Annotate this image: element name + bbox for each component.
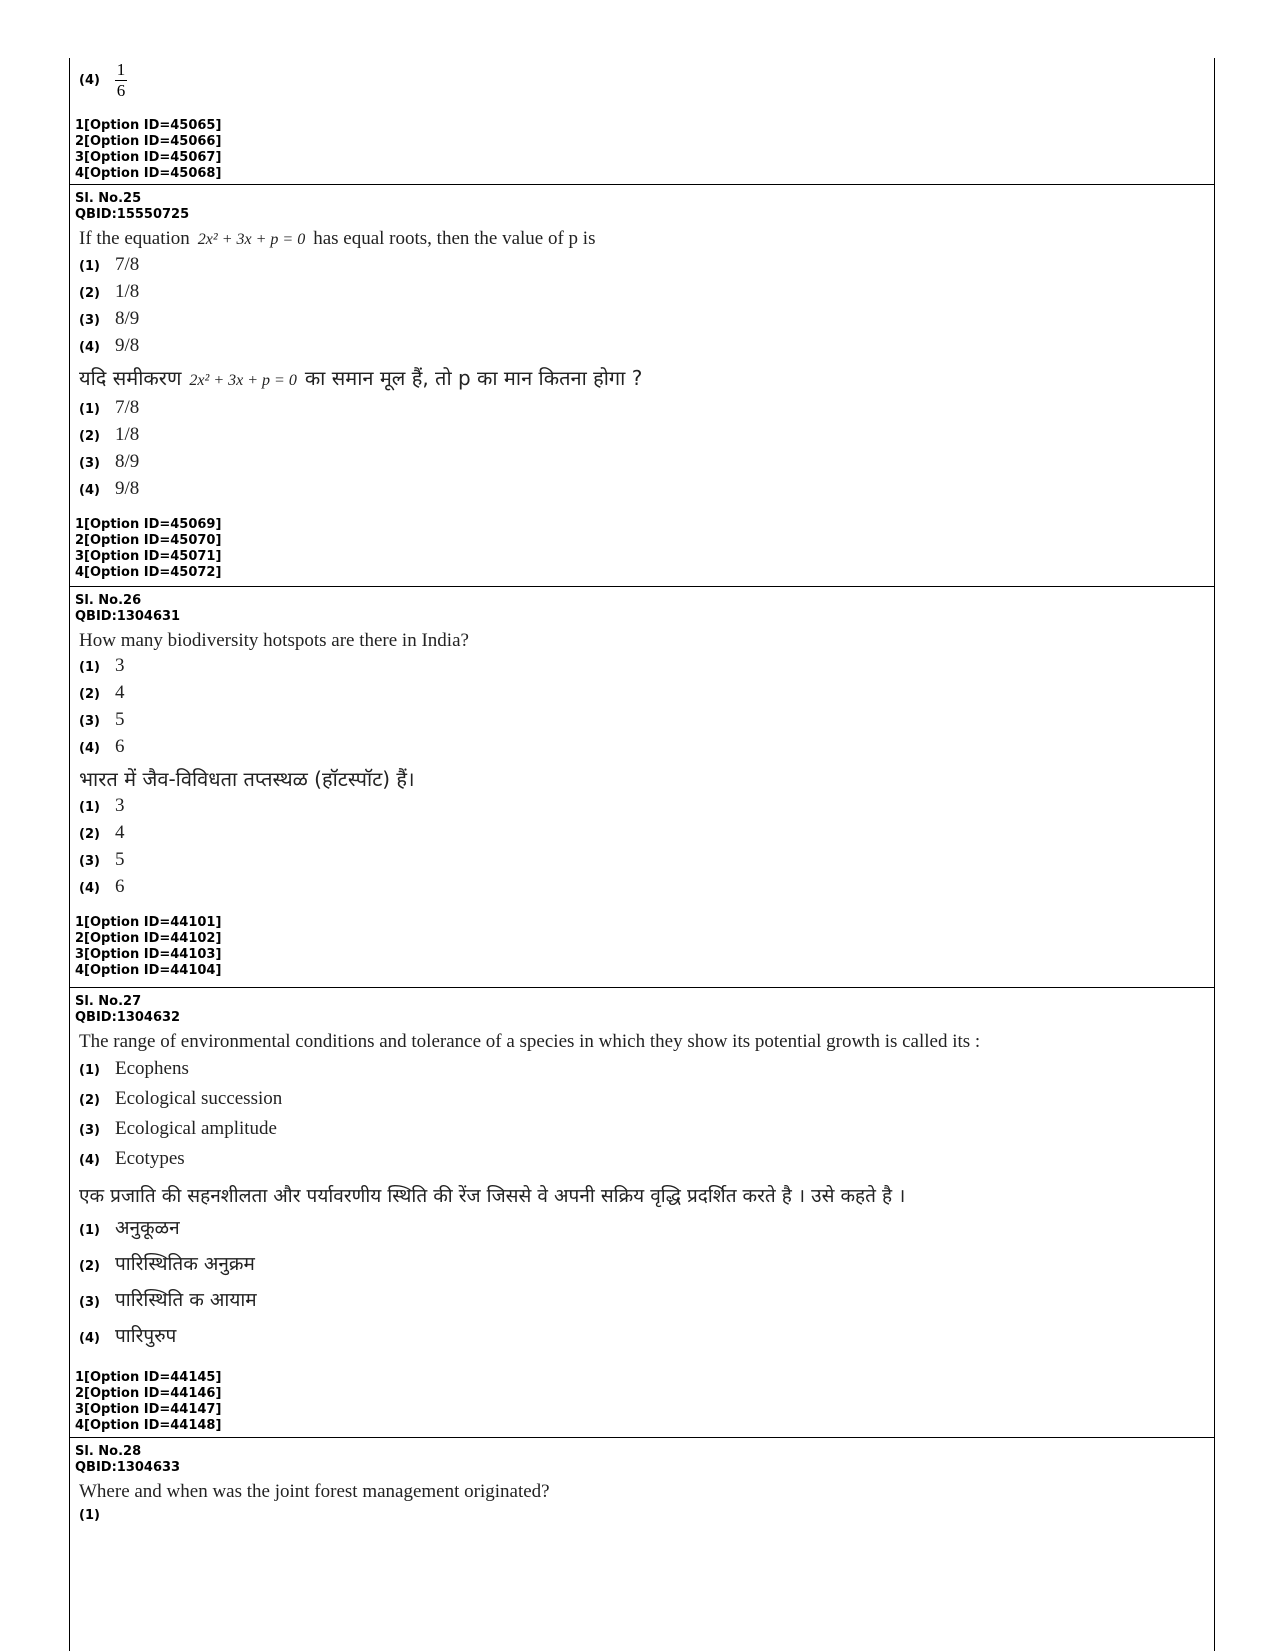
question-text-en: Where and when was the joint forest management originated? — [79, 1481, 550, 1502]
option-id-list — [75, 118, 1214, 182]
option-id: 4[Option ID=45072] — [75, 565, 222, 580]
qbid: QBID:1304633 — [75, 1460, 181, 1475]
option-value: Ecotypes — [115, 1148, 185, 1169]
question-text-en: The range of environmental conditions and tolerance of a species in which they show its potential growth is called its : — [79, 1031, 981, 1052]
option-value: 4 — [115, 682, 125, 703]
qbid: QBID:1304632 — [75, 1010, 181, 1025]
option-number: (4) — [79, 741, 100, 756]
option-number: (1) — [79, 800, 100, 815]
option-number: (2) — [79, 827, 100, 842]
option-1 — [75, 795, 1214, 822]
question-text-hi: एक प्रजाति की सहनशीलता और पर्यावरणीय स्थिति की रेंज जिससे वे अपनी सक्रिय वृद्धि प्रदर्शित करते है । उसे कहते है । — [79, 1185, 906, 1207]
option-id: 1[Option ID=44101] — [75, 915, 222, 930]
option-value: 1/8 — [115, 424, 140, 445]
question-block-28 — [70, 1444, 1214, 1564]
option-value: 9/8 — [115, 335, 140, 356]
option-2 — [75, 1088, 1214, 1118]
option-value: 5 — [115, 709, 125, 730]
option-number: (3) — [79, 313, 100, 328]
option-id: 3[Option ID=44103] — [75, 947, 222, 962]
option-number: (1) — [79, 1063, 100, 1078]
option-2 — [75, 281, 1214, 308]
option-value: 5 — [115, 849, 125, 870]
option-value: Ecological amplitude — [115, 1118, 277, 1139]
option-4 — [75, 335, 1214, 362]
option-4 — [75, 1322, 1214, 1358]
option-number: (4) — [79, 1331, 100, 1346]
option-3 — [75, 1286, 1214, 1322]
option-4 — [75, 478, 1214, 505]
option-3 — [75, 709, 1214, 736]
option-1 — [75, 1058, 1214, 1088]
option-value: अनुकूळन — [115, 1217, 180, 1239]
option-number: (4) — [79, 340, 100, 355]
option-3 — [75, 308, 1214, 335]
option-value: 3 — [115, 795, 125, 816]
option-id: 4[Option ID=45068] — [75, 166, 222, 181]
option-value: 3 — [115, 655, 125, 676]
option-4 — [75, 58, 1214, 102]
option-value: 7/8 — [115, 254, 140, 275]
option-value: पारिस्थिति क आयाम — [115, 1289, 257, 1311]
option-4 — [75, 1148, 1214, 1178]
option-1 — [75, 254, 1214, 281]
question-text-pre: यदि समीकरण — [79, 366, 182, 390]
option-2 — [75, 682, 1214, 709]
question-block-27 — [70, 994, 1214, 1438]
option-value: Ecophens — [115, 1058, 189, 1079]
question-text-post: का समान मूल हैं, तो p का मान कितना होगा ? — [304, 366, 643, 390]
option-3 — [75, 849, 1214, 876]
option-number: (1) — [79, 660, 100, 675]
option-2 — [75, 424, 1214, 451]
option-id-list — [75, 1370, 1214, 1434]
option-3 — [75, 451, 1214, 478]
question-text-en: How many biodiversity hotspots are there in India? — [79, 630, 469, 651]
option-id-list — [75, 517, 1214, 581]
option-1 — [75, 1214, 1214, 1250]
option-id: 2[Option ID=44102] — [75, 931, 222, 946]
option-number: (3) — [79, 1295, 100, 1310]
equation: 2x² + 3x + p = 0 — [189, 372, 297, 389]
option-id: 2[Option ID=45070] — [75, 533, 222, 548]
option-1 — [75, 397, 1214, 424]
serial-number: Sl. No.26 — [75, 593, 142, 608]
option-value: 6 — [115, 876, 125, 897]
option-id: 1[Option ID=44145] — [75, 1370, 222, 1385]
question-text-hi: भारत में जैव-विविधता तप्तस्थळ (हॉटस्पॉट) हैं। — [79, 767, 415, 791]
option-2 — [75, 822, 1214, 849]
question-block-26 — [70, 593, 1214, 988]
option-number: (3) — [79, 854, 100, 869]
question-paper-page — [69, 58, 1215, 1651]
option-4 — [75, 736, 1214, 763]
option-3 — [75, 1118, 1214, 1148]
option-number: (1) — [79, 1223, 100, 1238]
option-id: 1[Option ID=45065] — [75, 118, 222, 133]
option-value: Ecological succession — [115, 1088, 283, 1109]
option-id: 1[Option ID=45069] — [75, 517, 222, 532]
option-value: 9/8 — [115, 478, 140, 499]
option-number: (4) — [79, 1153, 100, 1168]
option-value: 1/8 — [115, 281, 140, 302]
option-number: (2) — [79, 1259, 100, 1274]
question-text-hi — [79, 364, 1214, 395]
question-text-post: has equal roots, then the value of p is — [313, 228, 596, 249]
option-value: 7/8 — [115, 397, 140, 418]
option-1 — [75, 1508, 1214, 1535]
option-value: पारिपुरुप — [115, 1325, 177, 1347]
option-id: 4[Option ID=44148] — [75, 1418, 222, 1433]
option-id: 3[Option ID=45067] — [75, 150, 222, 165]
option-number: (1) — [79, 402, 100, 417]
option-number: (3) — [79, 456, 100, 471]
question-block-24-tail — [70, 58, 1214, 185]
option-id: 3[Option ID=45071] — [75, 549, 222, 564]
fraction-numerator: 1 — [116, 59, 126, 79]
option-id: 3[Option ID=44147] — [75, 1402, 222, 1417]
option-value: 4 — [115, 822, 125, 843]
option-number: (1) — [79, 1508, 100, 1523]
fraction — [115, 60, 127, 101]
option-number: (4) — [79, 483, 100, 498]
question-text-pre: If the equation — [79, 228, 190, 249]
option-number: (2) — [79, 286, 100, 301]
option-2 — [75, 1250, 1214, 1286]
option-id: 4[Option ID=44104] — [75, 963, 222, 978]
option-number: (3) — [79, 1123, 100, 1138]
option-number: (1) — [79, 259, 100, 274]
option-value: 6 — [115, 736, 125, 757]
option-id: 2[Option ID=44146] — [75, 1386, 222, 1401]
option-4 — [75, 876, 1214, 903]
option-value: 8/9 — [115, 308, 140, 329]
option-number: (2) — [79, 1093, 100, 1108]
equation: 2x² + 3x + p = 0 — [197, 231, 306, 248]
question-text-en — [79, 227, 1214, 252]
fraction-denominator: 6 — [116, 80, 126, 100]
option-number: (4) — [79, 881, 100, 896]
question-block-25 — [70, 191, 1214, 587]
option-number: (2) — [79, 687, 100, 702]
serial-number: Sl. No.27 — [75, 994, 142, 1009]
option-id-list — [75, 915, 1214, 979]
qbid: QBID:1304631 — [75, 609, 181, 624]
serial-number: Sl. No.28 — [75, 1444, 142, 1459]
option-number: (3) — [79, 714, 100, 729]
option-number: (4) — [79, 72, 100, 88]
option-1 — [75, 655, 1214, 682]
option-number: (2) — [79, 429, 100, 444]
option-value: पारिस्थितिक अनुक्रम — [115, 1253, 255, 1275]
qbid: QBID:15550725 — [75, 207, 190, 222]
option-id: 2[Option ID=45066] — [75, 134, 222, 149]
option-value: 8/9 — [115, 451, 140, 472]
serial-number: Sl. No.25 — [75, 191, 142, 206]
